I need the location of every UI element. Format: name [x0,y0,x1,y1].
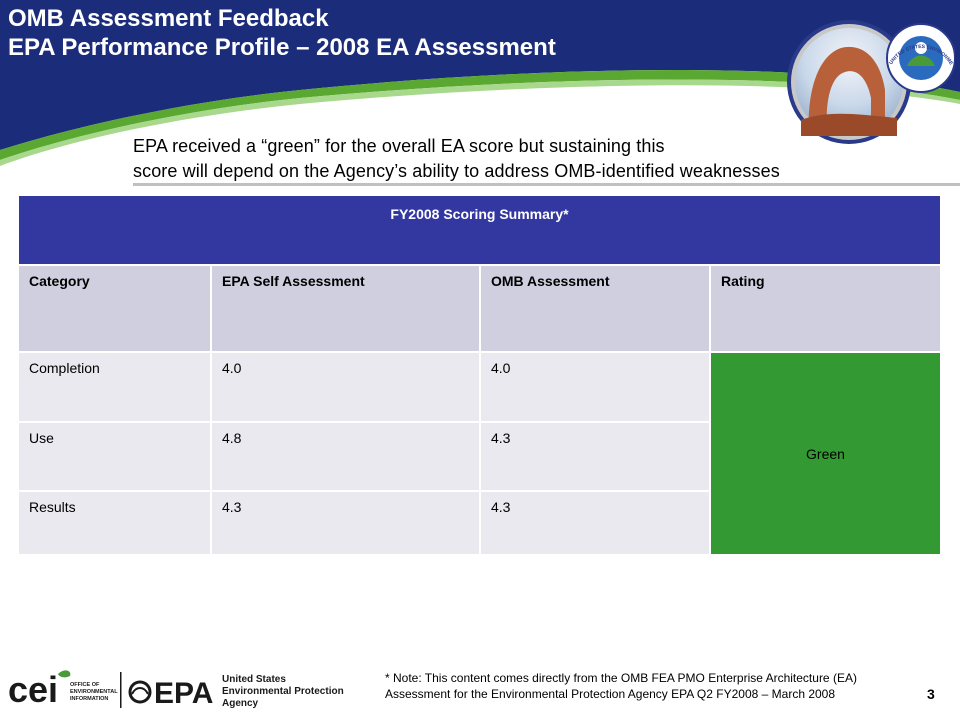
title-line-1: OMB Assessment Feedback [8,5,329,32]
source-note: * Note: This content comes directly from the OMB FEA PMO Enterprise Architecture (EA) Assessment for the Environmental Protection Agency EPA Q2 FY2008 – March 2008 [385,671,857,701]
col-header-category: Category [19,266,212,353]
cell-category: Results [19,492,212,556]
agency-line-1: United States [222,674,286,685]
scoring-summary-table [19,196,942,556]
table-header-row [19,266,942,353]
cell-self-assessment: 4.0 [212,353,481,423]
cell-omb-assessment: 4.3 [481,492,711,556]
oei-text-line: ENVIRONMENTAL [70,689,118,695]
subtitle-line-2: score will depend on the Agency’s ability to address OMB-identified weaknesses [133,161,780,181]
footer-logo-divider [120,672,122,708]
header-seal-graphic [787,14,955,150]
cell-self-assessment: 4.3 [212,492,481,556]
agency-line-2: Environmental Protection [222,686,344,697]
page-number: 3 [927,686,935,702]
oei-text-line: INFORMATION [70,696,109,702]
oei-text [70,682,118,702]
table-caption: FY2008 Scoring Summary* [19,196,942,266]
epa-logo [130,674,344,710]
col-header-omb-assessment: OMB Assessment [481,266,711,353]
epa-wordmark: EPA [154,677,214,710]
col-header-self-assessment: EPA Self Assessment [212,266,481,353]
rating-cell: Green [711,353,942,556]
seal-text: UNITED STATES ENVIRONME [888,43,954,67]
agency-line-3: Agency [222,698,259,709]
table-row [19,353,942,423]
page-title [8,4,556,62]
cell-self-assessment: 4.8 [212,423,481,492]
subtitle-line-1: EPA received a “green” for the overall EA score but sustaining this [133,136,665,156]
title-line-2: EPA Performance Profile – 2008 EA Assessment [8,34,556,61]
footer-logos [8,668,393,712]
cell-omb-assessment: 4.3 [481,423,711,492]
cell-omb-assessment: 4.0 [481,353,711,423]
oei-logo [8,669,118,710]
col-header-rating: Rating [711,266,942,353]
cell-category: Completion [19,353,212,423]
oei-text-line: OFFICE OF [70,682,100,688]
subtitle-divider [133,183,960,186]
cell-category: Use [19,423,212,492]
subtitle [133,134,933,184]
svg-text:cei: cei [8,669,59,710]
